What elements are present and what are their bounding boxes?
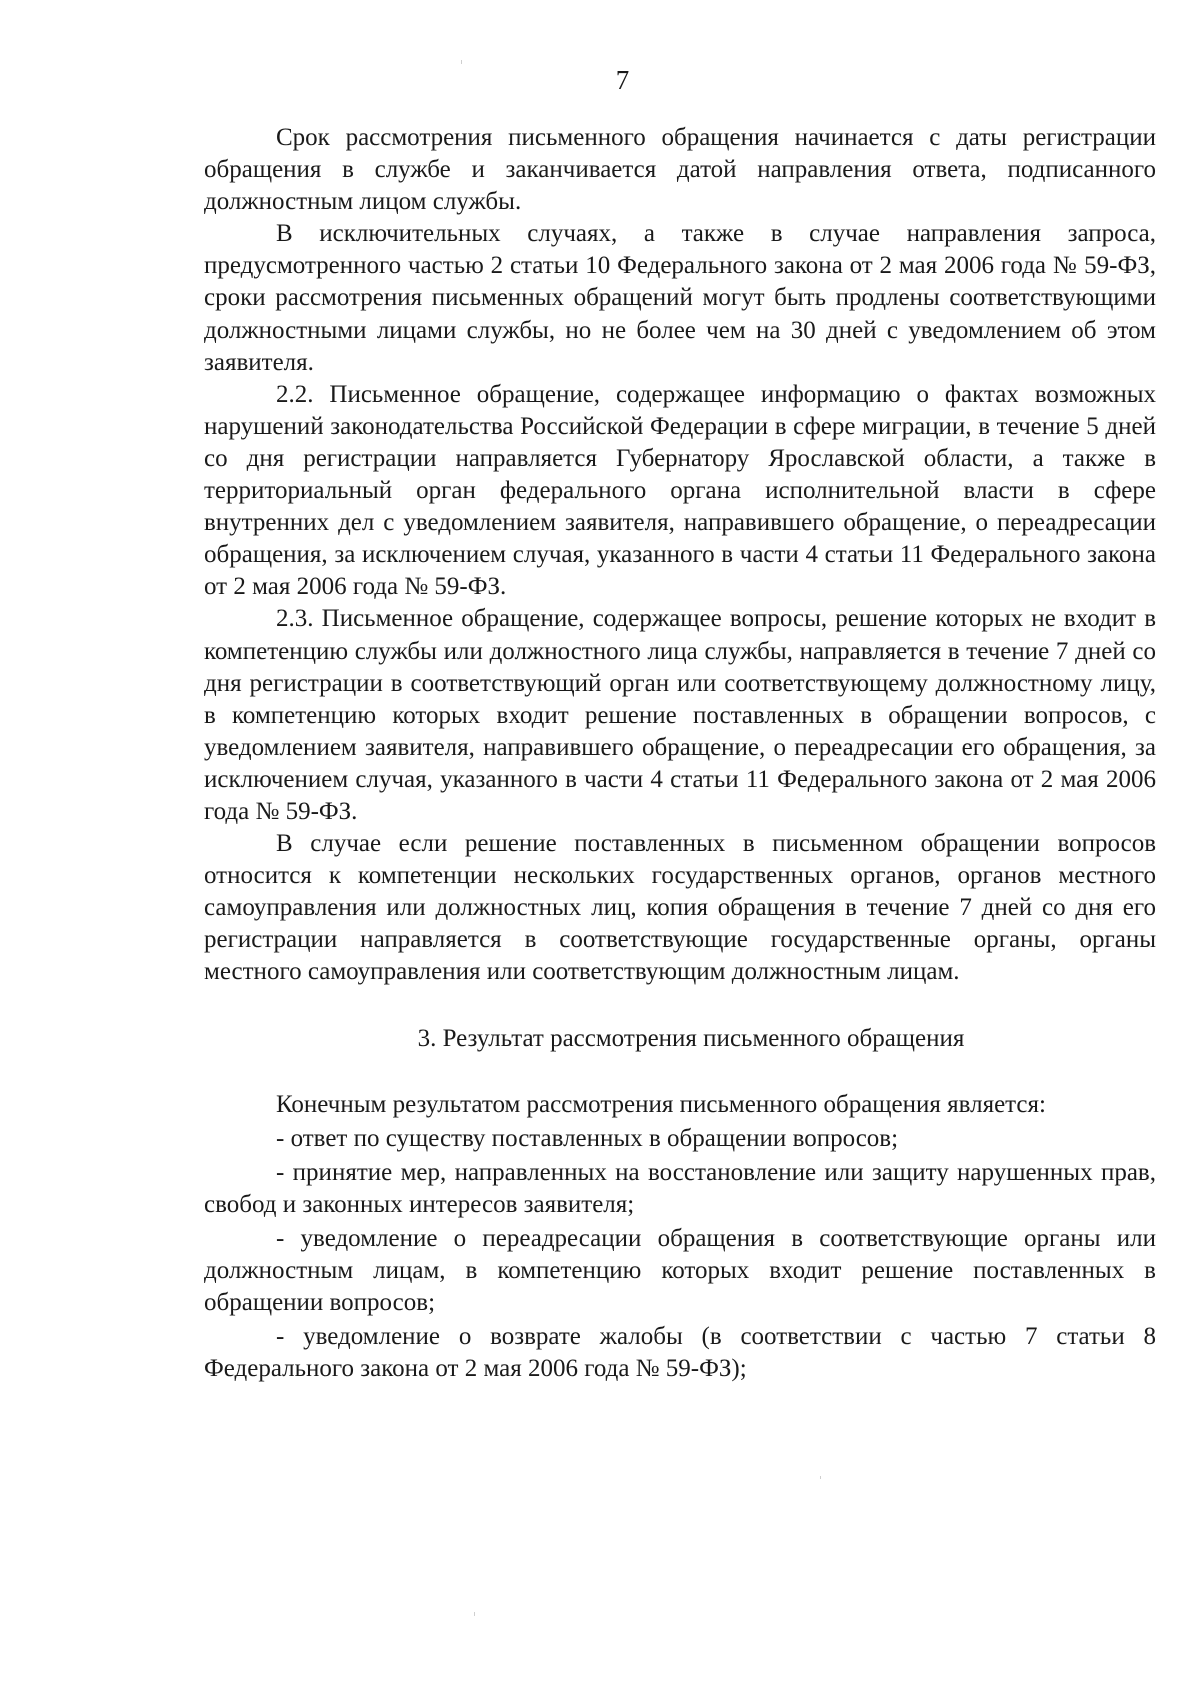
paragraph-multiple-competence: В случае если решение поставленных в письменном обращении вопросов относится к компетенции нескольких государственных органов, органов местного самоуправления или должностных лиц, копия обращения в течение 7 дней со дня его регистрации направляется в соответствующие государственные органы, органы местного самоуправления или соответствующим должностным лицам. bbox=[204, 830, 1156, 986]
scan-artifact bbox=[820, 1476, 821, 1479]
section-3-heading: 3. Результат рассмотрения письменного обращения bbox=[417, 1024, 965, 1052]
paragraph-exceptional-cases: В исключительных случаях, а также в случае направления запроса, предусмотренного частью 2 статьи 10 Федерального закона от 2 мая 2006 года № 59-ФЗ, сроки рассмотрения письменных обращений могут быть продлены соответствующими должностными лицами службы, но не более чем на 30 дней с уведомлением об этом заявителя. bbox=[204, 220, 1156, 376]
paragraph-2-3: 2.3. Письменное обращение, содержащее вопросы, решение которых не входит в компетенцию службы или должностного лица службы, направляется в течение 7 дней со дня регистрации в соответствующий орган или соответствующему должностному лицу, в компетенцию которых входит решение поставленных в обращении вопросов, с уведомлением заявителя, направившего обращение, о переадресации его обращения, за исключением случая, указанного в части 4 статьи 11 Федерального закона от 2 мая 2006 года № 59-ФЗ. bbox=[204, 605, 1156, 825]
section-3-body bbox=[204, 1089, 1156, 1386]
paragraph-review-period: Срок рассмотрения письменного обращения начинается с даты регистрации обращения в службе и заканчивается датой направления ответа, подписанного должностным лицом службы. bbox=[204, 124, 1156, 216]
page-number: 7 bbox=[615, 65, 630, 95]
document-body bbox=[204, 122, 1156, 1387]
list-item: - уведомление о возврате жалобы (в соответствии с частью 7 статьи 8 Федерального закона от 2 мая 2006 года № 59-ФЗ); bbox=[204, 1323, 1156, 1383]
list-item: - ответ по существу поставленных в обращении вопросов; bbox=[276, 1124, 899, 1152]
paragraph-2-2: 2.2. Письменное обращение, содержащее информацию о фактах возможных нарушений законодательства Российской Федерации в сфере миграции, в течение 5 дней со дня регистрации направляется Губернатору Ярославской области, а также в территориальный орган федерального органа исполнительной власти в сфере внутренних дел с уведомлением заявителя, направившего обращение, о переадресации обращения, за исключением случая, указанного в части 4 статьи 11 Федерального закона от 2 мая 2006 года № 59-ФЗ. bbox=[204, 380, 1156, 601]
list-item: - уведомление о переадресации обращения в соответствующие органы или должностным лицам, в компетенцию которых входит решение поставленных в обращении вопросов; bbox=[204, 1224, 1156, 1317]
list-item: - принятие мер, направленных на восстановление или защиту нарушенных прав, свобод и законных интересов заявителя; bbox=[204, 1158, 1156, 1218]
scan-artifact bbox=[474, 1612, 475, 1616]
section-3-intro: Конечным результатом рассмотрения письменного обращения является: bbox=[276, 1090, 1046, 1118]
